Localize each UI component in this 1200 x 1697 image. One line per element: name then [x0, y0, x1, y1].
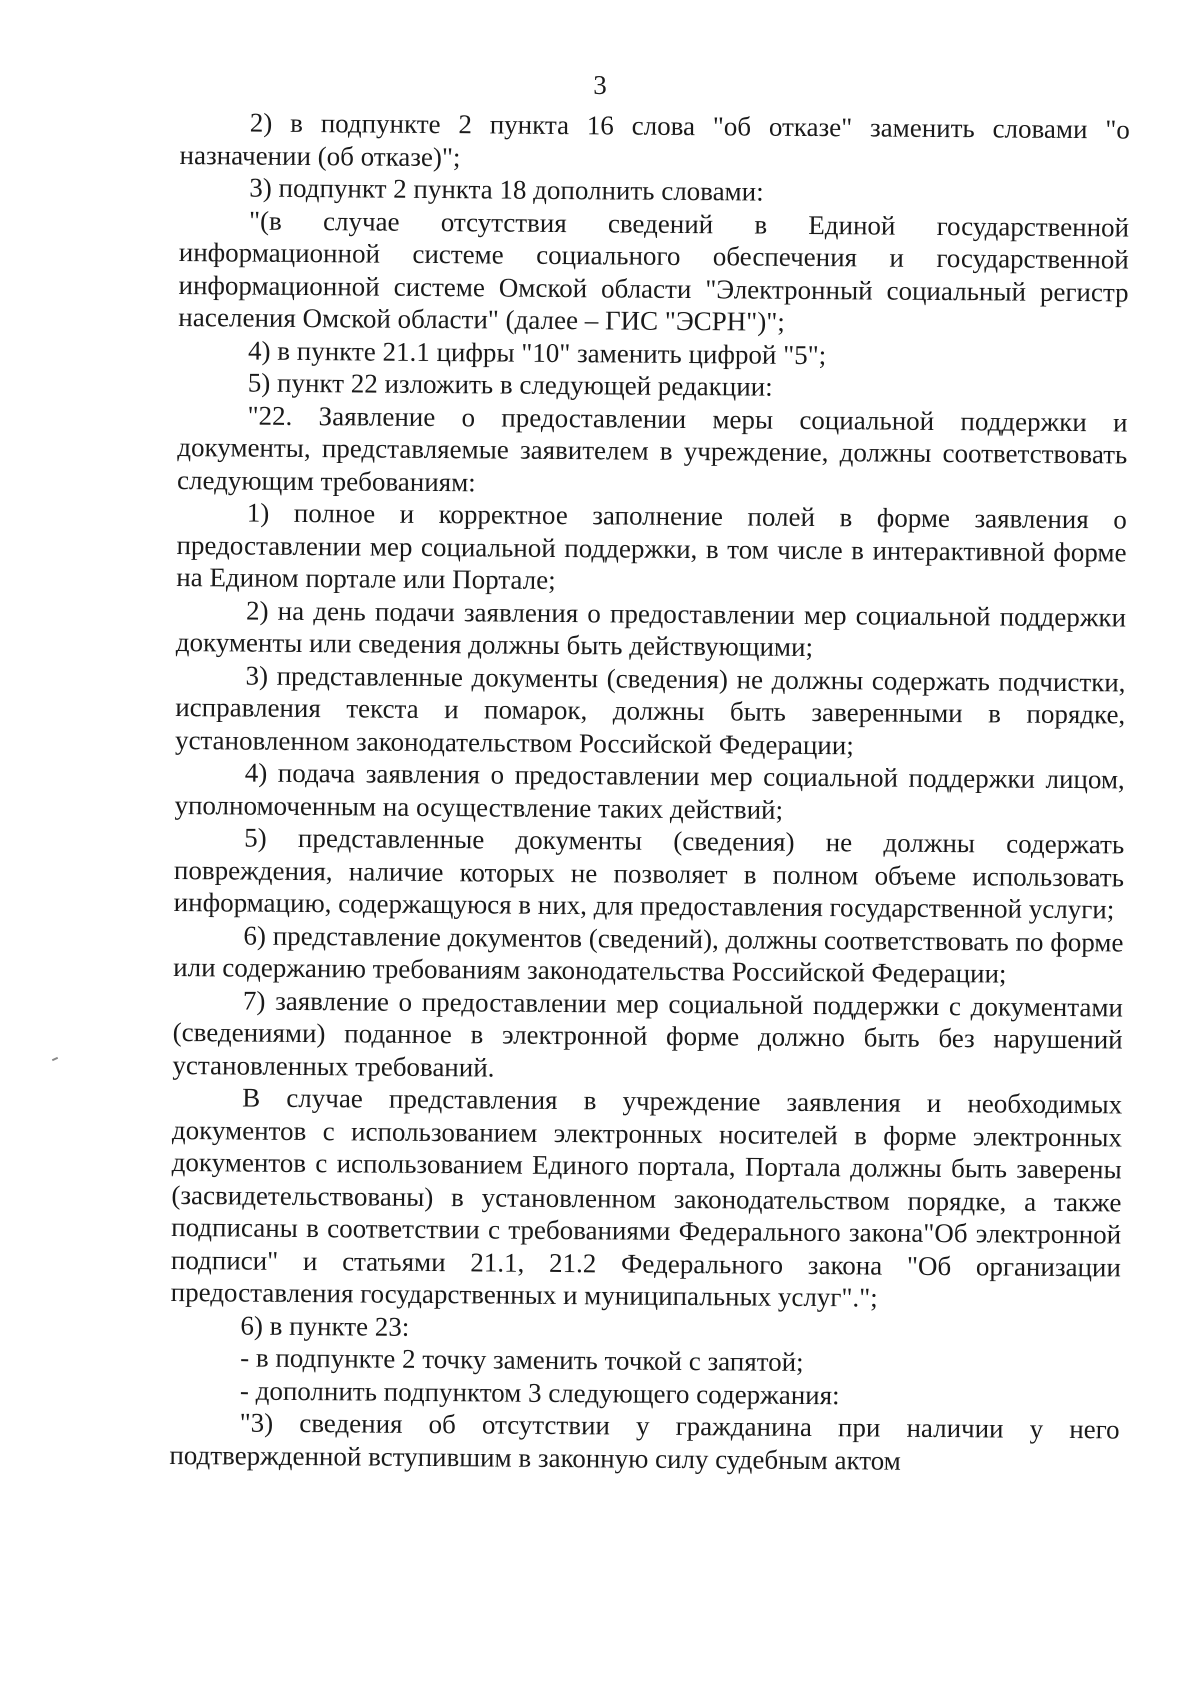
paragraph: 3) подпункт 2 пункта 18 дополнить словами: — [249, 172, 764, 207]
paragraph: 7) заявление о предоставлении мер социальной поддержки с документами (сведениями) поданное в электронной форме должно быть без нарушений установленных требований. — [172, 985, 1124, 1082]
paragraph: 6) представление документов (сведений), должны соответствовать по форме или содержанию требованиям законодательства Российской Федерации; — [173, 920, 1124, 989]
scan-speck — [52, 1057, 58, 1061]
paragraph: - в подпункте 2 точку заменить точкой с запятой; — [240, 1342, 804, 1377]
paragraph: В случае представления в учреждение заявления и необходимых документов с использованием электронных носителей в форме электронных документов с использованием Единого портала, Портала должны быть заверены (засвидетельствованы) в установленном законодательством порядке, а также подписаны в соответствии с требованиями Федерального закона"Об электронной подписи" и статьями 21.1, 21.2 Федерального закона "Об организации предоставления государственных и муниципальных услуг"."; — [170, 1082, 1123, 1313]
paragraph: "(в случае отсутствия сведений в Единой государственной информационной системе социального обеспечения и государственной информационной системе Омской области "Электронный социальный регистр населения Омской области" (далее – ГИС "ЭСРН")"; — [178, 205, 1130, 337]
paragraph: 2) в подпункте 2 пункта 16 слова "об отказе" заменить словами "о назначении (об отказе)"; — [179, 107, 1130, 172]
paragraph: "3) сведения об отсутствии у гражданина при наличии у него подтвержденной вступившим в законную силу судебным актом — [169, 1407, 1120, 1476]
paragraph: 4) в пункте 21.1 цифры "10" заменить цифрой "5"; — [247, 335, 827, 370]
paragraph: 5) пункт 22 изложить в следующей редакции: — [247, 367, 773, 402]
paragraph: 4) подача заявления о предоставлении мер социальной поддержки лицом, уполномоченным на осуществление таких действий; — [174, 757, 1125, 825]
paragraph: 1) полное и корректное заполнение полей в форме заявления о предоставлении мер социальной поддержки, в том числе в интерактивной форме на Едином портале или Портале; — [176, 497, 1127, 595]
paragraph: 2) на день подачи заявления о предоставлении мер социальной поддержки документы или сведения должны быть действующими; — [175, 595, 1127, 662]
paragraph: - дополнить подпунктом 3 следующего содержания: — [239, 1375, 840, 1410]
paragraph: "22. Заявление о предоставлении меры социальной поддержки и документы, представляемые заявителем в учреждение, должны соответствовать следующим требованиям: — [176, 400, 1128, 497]
page-number: 3 — [593, 70, 607, 100]
paragraph: 6) в пункте 23: — [240, 1310, 410, 1342]
paragraph: 5) представленные документы (сведения) не должны содержать повреждения, наличие которых не позволяет в полном объеме использовать информацию, содержащуюся в них, для предоставления государственной услуги; — [173, 822, 1125, 925]
paragraph: 3) представленные документы (сведения) не должны содержать подчистки, исправления текста и помарок, должны быть заверенными в порядке, установленном законодательством Российской Федерации; — [174, 660, 1126, 760]
document-body — [169, 106, 1130, 1478]
